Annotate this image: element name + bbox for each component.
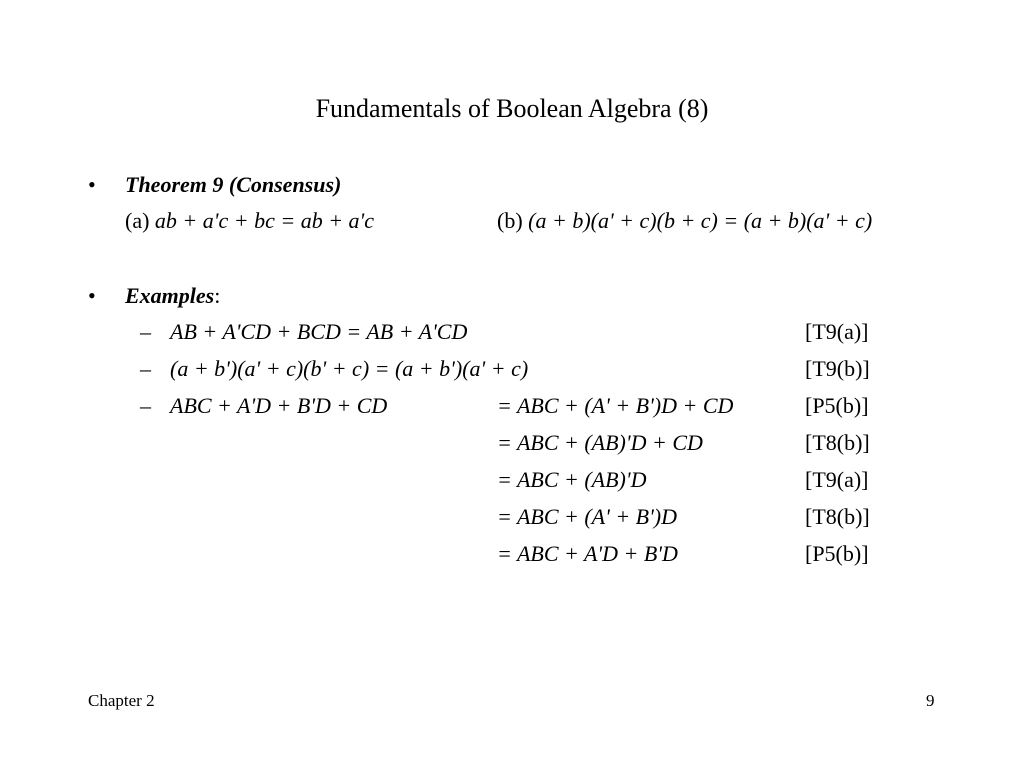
part-b-expression: (a + b)(a' + c)(b + c) = (a + b)(a' + c) (528, 208, 873, 233)
examples-heading-colon: : (214, 283, 221, 308)
example-3-step-1-ref: [P5(b)] (805, 393, 869, 418)
example-3-step-3-ref: [T9(a)] (805, 467, 869, 492)
example-3-step-2: = ABC + (AB)'D + CD (497, 430, 703, 455)
examples-heading (125, 283, 220, 309)
slide-title: Fundamentals of Boolean Algebra (8) (315, 94, 709, 123)
example-3-step-3: = ABC + (AB)'D (497, 467, 647, 492)
example-3-step-5-ref: [P5(b)] (805, 541, 869, 566)
dash-marker: – (140, 319, 151, 344)
part-b-label: (b) (497, 208, 529, 233)
example-3-step-4-ref: [T8(b)] (805, 504, 870, 529)
theorem-part-a (125, 208, 374, 234)
dash-marker: – (140, 356, 151, 381)
example-3-lhs: ABC + A'D + B'D + CD (170, 393, 388, 418)
example-3-step-2-ref: [T8(b)] (805, 430, 870, 455)
example-3-step-4: = ABC + (A' + B')D (497, 504, 678, 529)
bullet-marker: • (88, 172, 96, 197)
example-2-ref: [T9(b)] (805, 356, 870, 381)
footer-page-number: 9 (926, 691, 935, 710)
theorem-part-b (497, 208, 872, 234)
example-1-lhs: AB + A'CD + BCD = AB + A'CD (170, 319, 468, 344)
example-3-step-5: = ABC + A'D + B'D (497, 541, 678, 566)
example-2-lhs: (a + b')(a' + c)(b' + c) = (a + b')(a' + c) (170, 356, 529, 381)
part-a-label: (a) (125, 208, 155, 233)
example-1-ref: [T9(a)] (805, 319, 869, 344)
bullet-marker: • (88, 283, 96, 308)
footer-chapter: Chapter 2 (88, 691, 155, 710)
dash-marker: – (140, 393, 151, 418)
part-a-expression: ab + a'c + bc = ab + a'c (154, 208, 375, 233)
example-3-step-1: = ABC + (A' + B')D + CD (497, 393, 734, 418)
theorem-heading: Theorem 9 (Consensus) (125, 172, 342, 197)
examples-heading-text: Examples (125, 283, 215, 308)
